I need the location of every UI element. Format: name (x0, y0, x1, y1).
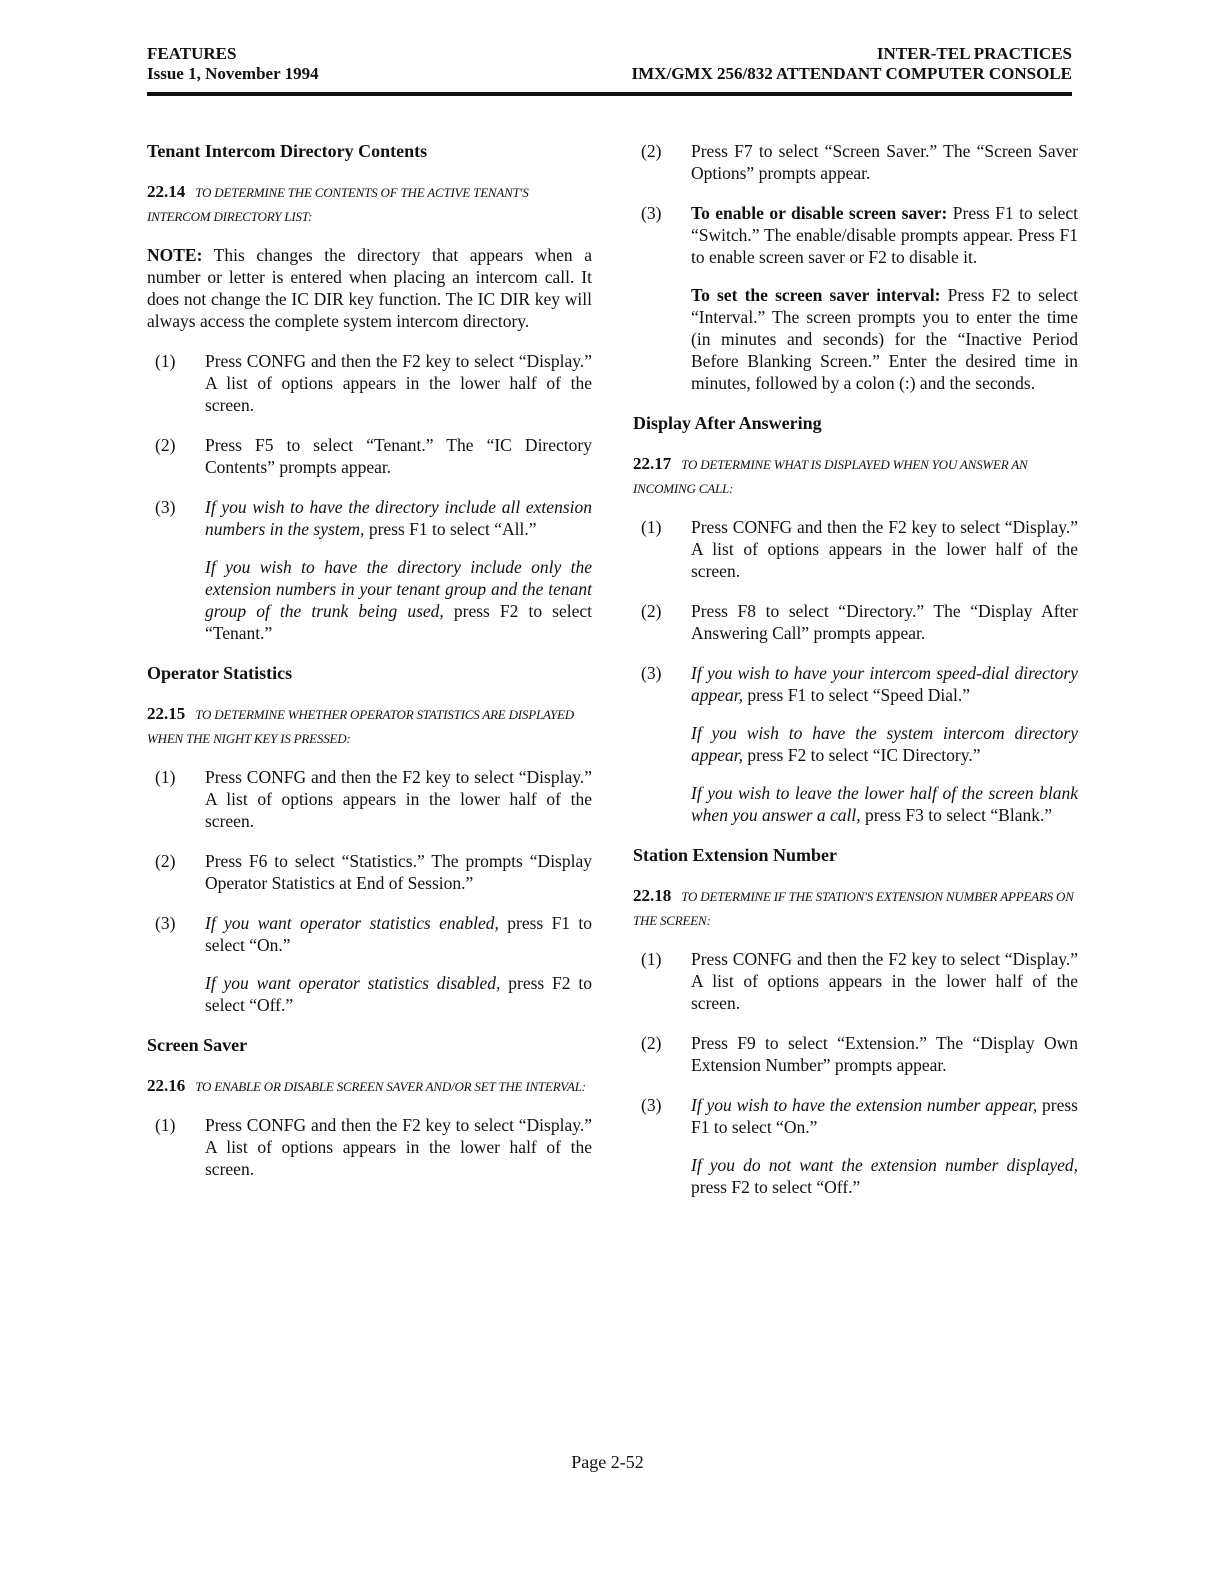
screen-saver-continued (633, 140, 1078, 394)
step-number: (2) (155, 435, 176, 455)
section-title: Screen Saver (147, 1035, 248, 1055)
step-text: Press F9 to select “Extension.” The “Display Own Extension Number” prompts appear. (691, 1033, 1078, 1075)
step-text: Press CONFG and then the F2 key to select “Display.” A list of options appears in the lower half of the screen. (691, 949, 1078, 1013)
page-number: Page 2-52 (571, 1452, 644, 1472)
option-paragraph (205, 556, 592, 644)
option-paragraph (691, 662, 1078, 706)
note-text: This changes the directory that appears when a number or letter is entered when placing an intercom call. It does not change the IC DIR key function. The IC DIR key will always access the complete system intercom directory. (147, 245, 592, 331)
option-paragraph (691, 1154, 1078, 1198)
section-title: Tenant Intercom Directory Contents (147, 141, 428, 161)
header-publisher: INTER-TEL PRACTICES (876, 44, 1072, 63)
step (633, 1032, 1078, 1076)
step (633, 1094, 1078, 1198)
procedure-heading (633, 884, 1078, 932)
procedure-heading (147, 702, 592, 750)
step-options (691, 202, 1078, 394)
option-action: press F1 to select “Speed Dial.” (743, 685, 970, 705)
step-number: (3) (641, 203, 662, 223)
section-title: Operator Statistics (147, 663, 293, 683)
step-text: Press F5 to select “Tenant.” The “IC Directory Contents” prompts appear. (205, 435, 592, 477)
option-action: Press F2 to select “Interval.” The screen prompts you to enter the time (in minutes and seconds) for the “Inactive Period Before Blanking Screen.” Enter the desired time in minutes, followed by a colon (:) and the seconds. (691, 285, 1078, 393)
header-section: FEATURES (147, 44, 237, 63)
option-paragraph (691, 722, 1078, 766)
step-options (205, 496, 592, 644)
option-paragraph (205, 496, 592, 540)
header-issue: Issue 1, November 1994 (147, 64, 319, 83)
option-condition: If you wish to have the directory include all extension numbers in the system, (205, 497, 592, 539)
step-options (691, 662, 1078, 826)
header-manual-title: IMX/GMX 256/832 ATTENDANT COMPUTER CONSOLE (631, 64, 1072, 83)
option-action: press F2 to select “Off.” (205, 973, 592, 1015)
option-condition: If you wish to have the directory include only the extension numbers in your tenant group and the tenant group of the trunk being used, (205, 557, 592, 621)
procedure-text: TO DETERMINE THE CONTENTS OF THE ACTIVE TENANT'S INTERCOM DIRECTORY LIST: (147, 185, 529, 224)
step (633, 662, 1078, 826)
option-action: press F2 to select “Off.” (691, 1177, 861, 1197)
step (147, 350, 592, 416)
step (147, 1114, 592, 1180)
procedure-text: TO ENABLE OR DISABLE SCREEN SAVER AND/OR SET THE INTERVAL: (195, 1079, 586, 1094)
step (147, 912, 592, 1016)
step-number: (3) (641, 1095, 662, 1115)
section-title: Station Extension Number (633, 845, 838, 865)
step-text: Press CONFG and then the F2 key to select “Display.” A list of options appears in the lower half of the screen. (205, 1115, 592, 1179)
procedure-heading (633, 452, 1078, 500)
step (633, 948, 1078, 1014)
option-condition: If you wish to have the extension number appear, (691, 1095, 1038, 1115)
running-header-right (632, 44, 1072, 84)
step-number: (2) (641, 1033, 662, 1053)
option-paragraph (691, 782, 1078, 826)
option-condition: If you wish to have your intercom speed-dial directory appear, (691, 663, 1078, 705)
step-text: Press F6 to select “Statistics.” The prompts “Display Operator Statistics at End of Session.” (205, 851, 592, 893)
procedure-number: 22.18 (633, 886, 672, 905)
procedure-text: TO DETERMINE WHAT IS DISPLAYED WHEN YOU ANSWER AN INCOMING CALL: (633, 457, 1028, 496)
step-number: (1) (641, 517, 662, 537)
step (633, 202, 1078, 394)
option-condition: If you want operator statistics enabled, (205, 913, 499, 933)
step-text: Press CONFG and then the F2 key to select “Display.” A list of options appears in the lower half of the screen. (691, 517, 1078, 581)
step-number: (2) (155, 851, 176, 871)
option-condition: If you do not want the extension number displayed, (691, 1155, 1078, 1175)
operator-statistics-section (147, 662, 592, 1016)
section-title: Display After Answering (633, 413, 822, 433)
step (147, 496, 592, 644)
step-options (205, 912, 592, 1016)
procedure-number: 22.17 (633, 454, 672, 473)
step-text: Press F7 to select “Screen Saver.” The “Screen Saver Options” prompts appear. (691, 141, 1078, 183)
step (633, 516, 1078, 582)
option-action: press F1 to select “All.” (364, 519, 537, 539)
step (147, 434, 592, 478)
right-column (633, 140, 1078, 1216)
tenant-directory-section (147, 140, 592, 644)
running-header-left (147, 44, 319, 84)
display-after-answering-section (633, 412, 1078, 826)
procedure-heading (147, 1074, 592, 1098)
option-action: press F2 to select “Tenant.” (205, 601, 592, 643)
option-action: press F3 to select “Blank.” (860, 805, 1053, 825)
option-paragraph (205, 972, 592, 1016)
note-label: NOTE: (147, 245, 203, 265)
step-number: (2) (641, 141, 662, 161)
header-rule (147, 92, 1072, 96)
option-action: press F2 to select “IC Directory.” (743, 745, 981, 765)
option-paragraph (691, 1094, 1078, 1138)
step-number: (3) (155, 913, 176, 933)
step (633, 600, 1078, 644)
option-paragraph (205, 912, 592, 956)
procedure-number: 22.16 (147, 1076, 186, 1095)
screen-saver-section (147, 1034, 592, 1180)
option-condition: If you wish to have the system intercom directory appear, (691, 723, 1078, 765)
step (633, 140, 1078, 184)
procedure-number: 22.15 (147, 704, 186, 723)
step (147, 766, 592, 832)
step-number: (1) (641, 949, 662, 969)
procedure-text: TO DETERMINE IF THE STATION'S EXTENSION NUMBER APPEARS ON THE SCREEN: (633, 889, 1074, 928)
procedure-heading (147, 180, 592, 228)
option-condition: If you want operator statistics disabled, (205, 973, 501, 993)
step-options (691, 1094, 1078, 1198)
left-column (147, 140, 592, 1198)
step-text: Press F8 to select “Directory.” The “Display After Answering Call” prompts appear. (691, 601, 1078, 643)
step-text: Press CONFG and then the F2 key to select “Display.” A list of options appears in the lower half of the screen. (205, 767, 592, 831)
procedure-text: TO DETERMINE WHETHER OPERATOR STATISTICS ARE DISPLAYED WHEN THE NIGHT KEY IS PRESSED: (147, 707, 574, 746)
step-text: Press CONFG and then the F2 key to select “Display.” A list of options appears in the lower half of the screen. (205, 351, 592, 415)
step-number: (3) (641, 663, 662, 683)
note-paragraph (147, 244, 592, 332)
step-number: (1) (155, 1115, 176, 1135)
station-extension-section (633, 844, 1078, 1198)
option-label: To enable or disable screen saver: (691, 203, 948, 223)
step-number: (2) (641, 601, 662, 621)
step-number: (1) (155, 351, 176, 371)
option-action: press F1 to select “On.” (205, 913, 592, 955)
option-label: To set the screen saver interval: (691, 285, 941, 305)
option-condition: If you wish to leave the lower half of the screen blank when you answer a call, (691, 783, 1078, 825)
step-number: (3) (155, 497, 176, 517)
procedure-number: 22.14 (147, 182, 186, 201)
option-action: press F1 to select “On.” (691, 1095, 1078, 1137)
option-paragraph (691, 202, 1078, 268)
step (147, 850, 592, 894)
step-number: (1) (155, 767, 176, 787)
option-paragraph (691, 284, 1078, 394)
option-action: Press F1 to select “Switch.” The enable/disable prompts appear. Press F1 to enable screen saver or F2 to disable it. (691, 203, 1078, 267)
